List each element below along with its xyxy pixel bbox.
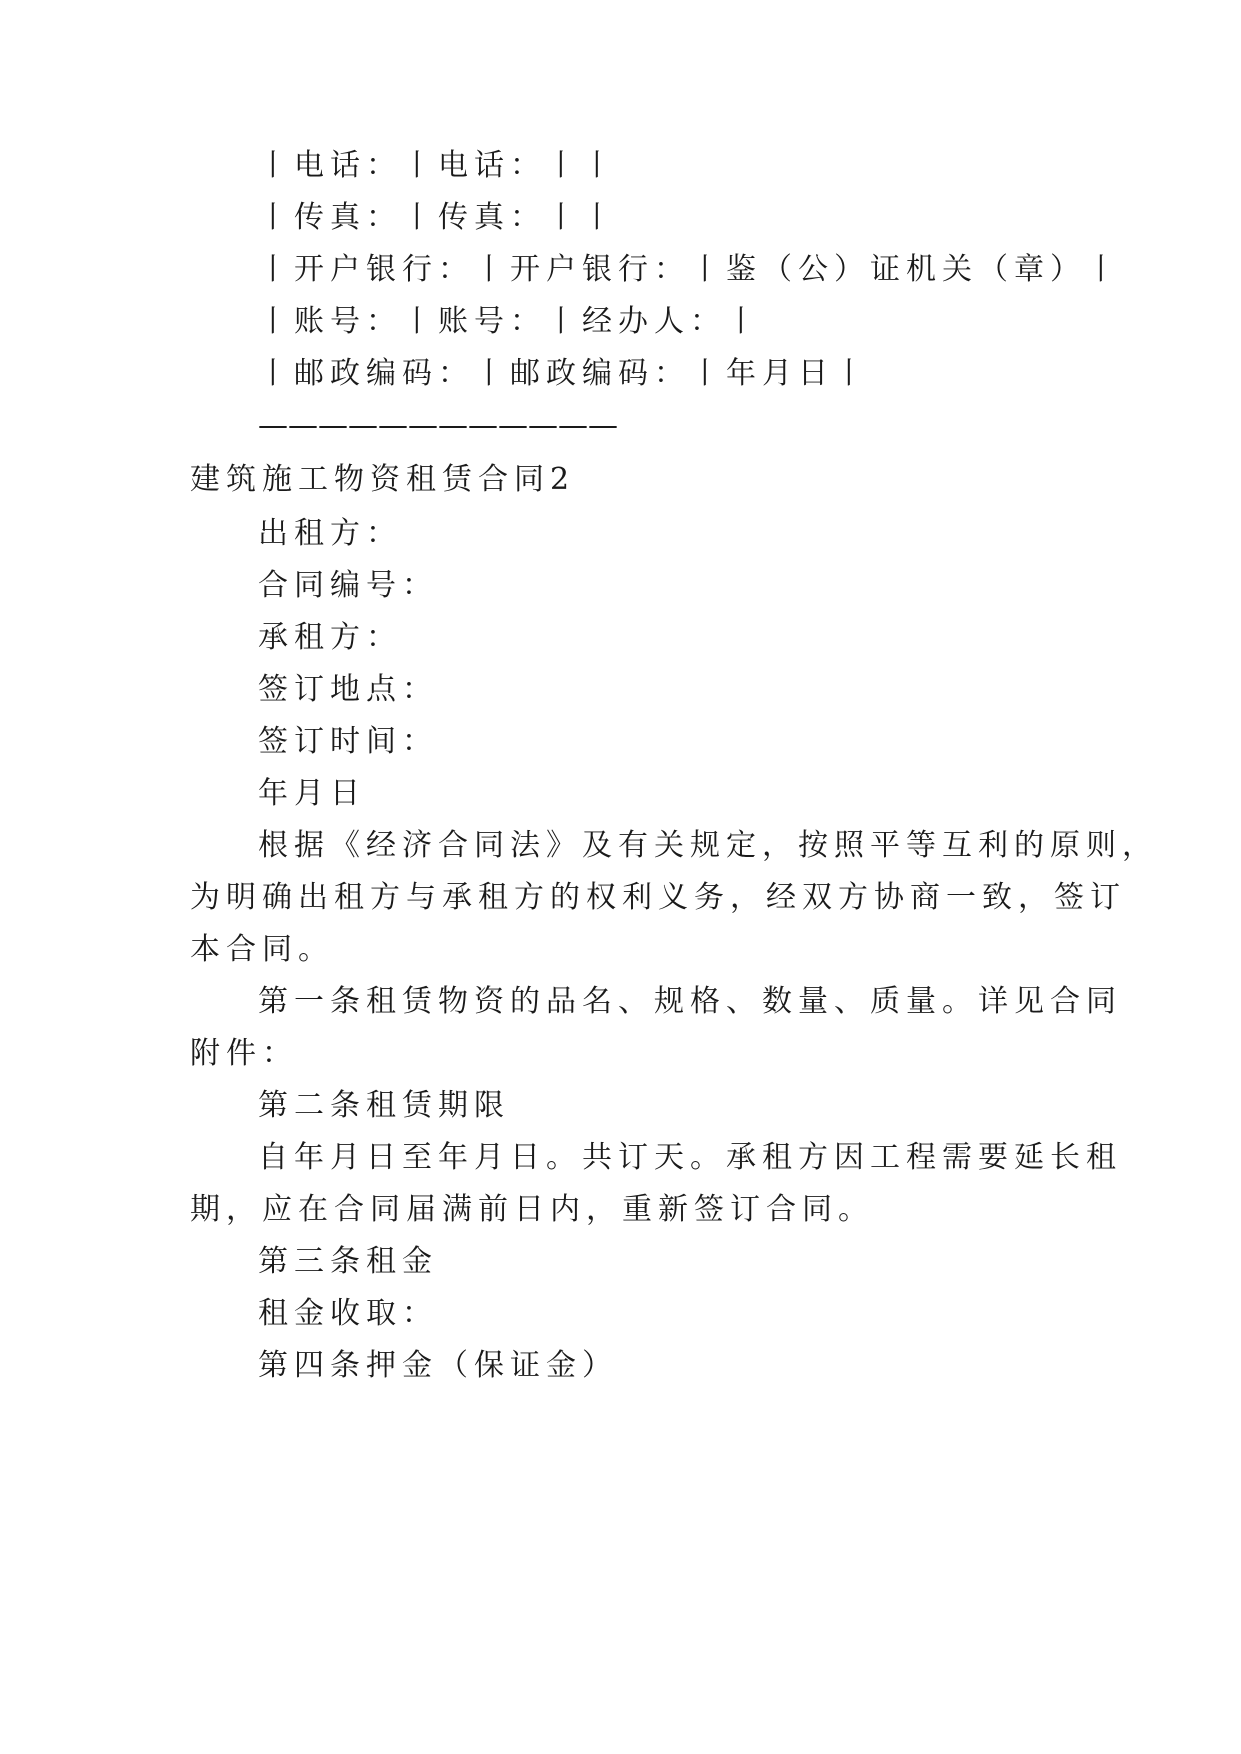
- table-row-postcode: 丨邮政编码：丨邮政编码：丨年月日丨: [258, 356, 870, 391]
- field-signing-place: 签订地点：: [258, 672, 438, 707]
- document-title: 建筑施工物资租赁合同2: [190, 462, 576, 497]
- table-row-account: 丨账号：丨账号：丨经办人：丨: [258, 304, 762, 339]
- field-lessor: 出租方：: [258, 516, 402, 551]
- table-row-bank: 丨开户银行：丨开户银行：丨鉴（公）证机关（章）丨: [258, 252, 1122, 287]
- article4-title: 第四条押金（保证金）: [258, 1348, 618, 1383]
- article3-body: 租金收取：: [258, 1296, 438, 1331]
- article3-title: 第三条租金: [258, 1244, 438, 1279]
- divider: ————————————: [258, 408, 618, 443]
- article1-line-1: 第一条租赁物资的品名、规格、数量、质量。详见合同: [258, 984, 1122, 1019]
- field-signing-time: 签订时间：: [258, 724, 438, 759]
- table-row-fax: 丨传真：丨传真：丨丨: [258, 200, 618, 235]
- article2-title: 第二条租赁期限: [258, 1088, 510, 1123]
- preamble-line-3: 本合同。: [190, 932, 334, 967]
- field-lessee: 承租方：: [258, 620, 402, 655]
- field-date: 年月日: [258, 776, 366, 811]
- article1-line-2: 附件：: [190, 1036, 298, 1071]
- preamble-line-1: 根据《经济合同法》及有关规定，按照平等互利的原则，: [258, 828, 1158, 863]
- field-contract-number: 合同编号：: [258, 568, 438, 603]
- article2-line-2: 期，应在合同届满前日内，重新签订合同。: [190, 1192, 874, 1227]
- article2-line-1: 自年月日至年月日。共订天。承租方因工程需要延长租: [258, 1140, 1122, 1175]
- preamble-line-2: 为明确出租方与承租方的权利义务，经双方协商一致，签订: [190, 880, 1126, 915]
- table-row-phone: 丨电话：丨电话：丨丨: [258, 148, 618, 183]
